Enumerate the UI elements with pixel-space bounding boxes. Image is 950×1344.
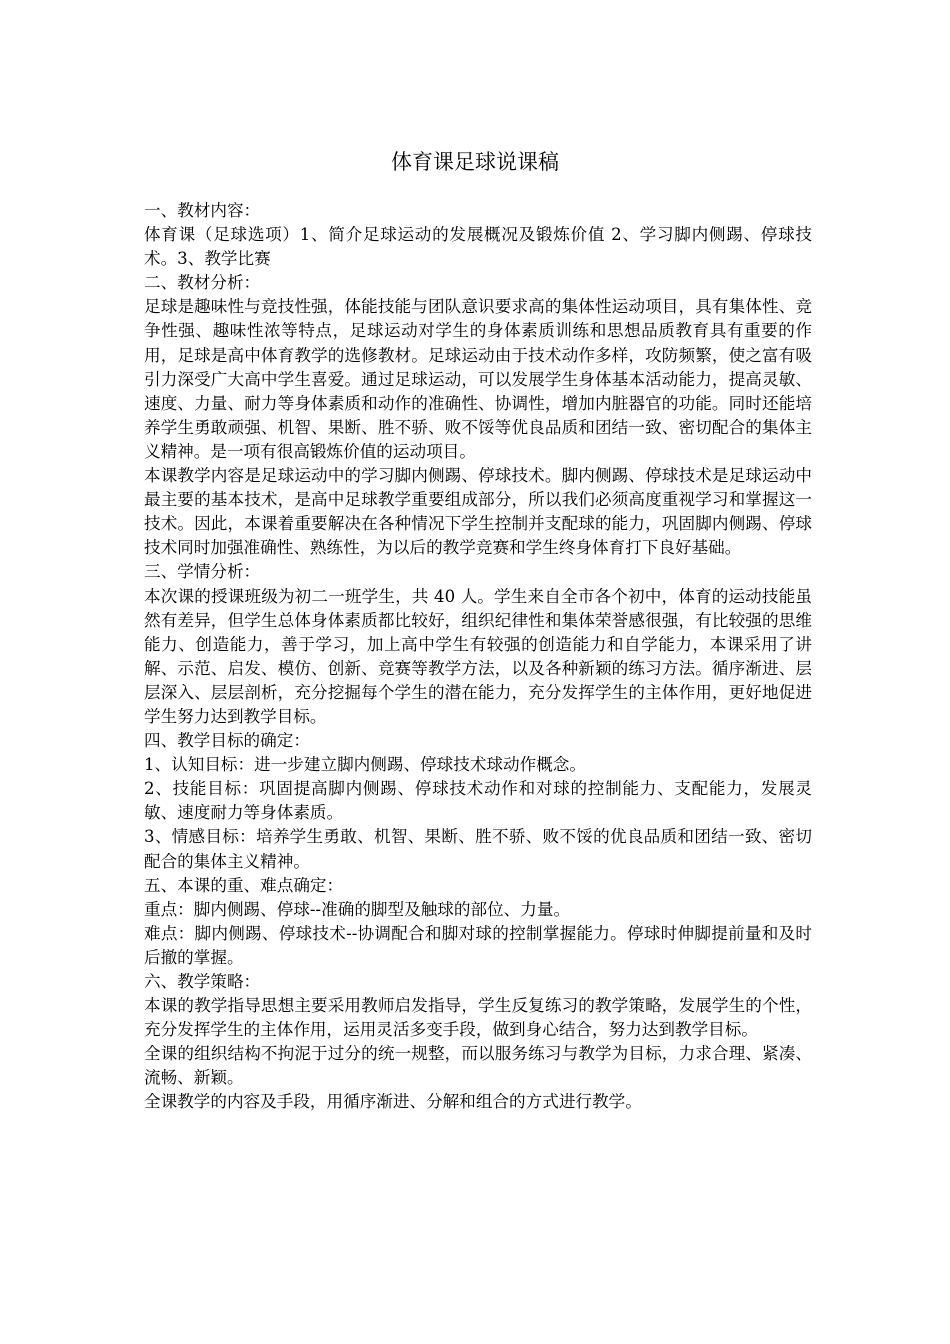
paragraph-analysis-1: 足球是趣味性与竞技性强，体能技能与团队意识要求高的集体性运动项目，具有集体性、竞争性强、趣味性浓等特点，足球运动对学生的身体素质训练和思想品质教育具有重要的作用，足球是高中体育教学的选修教材。足球运动由于技术动作多样，攻防频繁，使之富有吸引力深受广大高中学生喜爱。通过足球运动，可以发展学生身体基本活动能力，提高灵敏、速度、力量、耐力等身体素质和动作的准确性、协调性，增加内脏器官的功能。同时还能培养学生勇敢顽强、机智、果断、胜不骄、败不馁等优良品质和团结一致、密切配合的集体主义精神。是一项有很高锻炼价值的运动项目。 (144, 297, 812, 461)
section-heading-learners: 三、学情分析： (144, 562, 261, 582)
section-heading-strategy: 六、教学策略： (144, 972, 261, 991)
objective-cognitive: 1、认知目标：进一步建立脚内侧踢、停球技术球动作概念。 (144, 755, 586, 775)
objective-affective: 3、情感目标：培养学生勇敢、机智、果断、胜不骄、败不馁的优良品质和团结一致、密切配合的集体主义精神。 (144, 827, 812, 871)
section-heading-objectives: 四、教学目标的确定： (144, 731, 310, 751)
section-heading-materials: 一、教材内容： (144, 201, 261, 220)
section-heading-key-points: 五、本课的重、难点确定： (144, 875, 344, 895)
difficult-point: 难点：脚内侧踢、停球技术--协调配合和脚对球的控制掌握能力。停球时伸脚提前量和及时后撤的掌握。 (144, 923, 812, 967)
paragraph-strategy-2: 全课的组织结构不拘泥于过分的统一规整，而以服务练习与教学为目标，力求合理、紧凑、流畅、新颖。 (144, 1044, 812, 1088)
paragraph-materials: 体育课（足球选项）1、简介足球运动的发展概况及锻炼价值 2、学习脚内侧踢、停球技术。3、教学比赛 (144, 225, 812, 269)
objective-skill: 2、技能目标：巩固提高脚内侧踢、停球技术动作和对球的控制能力、支配能力，发展灵敏、速度耐力等身体素质。 (144, 779, 812, 823)
paragraph-learners: 本次课的授课班级为初二一班学生，共 40 人。学生来自全市各个初中，体育的运动技能虽然有差异，但学生总体身体素质都比较好，组织纪律性和集体荣誉感很强，有比较强的思维能力、创造能力，善于学习，加上高中学生有较强的创造能力和自学能力，本课采用了讲解、示范、启发、模仿、创新、竞赛等教学方法，以及各种新颖的练习方法。循序渐进、层层深入、层层剖析，充分挖掘每个学生的潜在能力，充分发挥学生的主体作用，更好地促进学生努力达到教学目标。 (144, 586, 812, 726)
document-body (144, 199, 812, 1115)
paragraph-strategy-3: 全课教学的内容及手段，用循序渐进、分解和组合的方式进行教学。 (144, 1092, 642, 1112)
section-heading-analysis: 二、教材分析： (144, 273, 261, 293)
paragraph-analysis-2: 本课教学内容是足球运动中的学习脚内侧踢、停球技术。脚内侧踢、停球技术是足球运动中最主要的基本技术，是高中足球教学重要组成部分，所以我们必须高度重视学习和掌握这一技术。因此，本课着重要解决在各种情况下学生控制并支配球的能力，巩固脚内侧踢、停球技术同时加强准确性、熟练性，为以后的教学竞赛和学生终身体育打下良好基础。 (144, 466, 812, 558)
paragraph-strategy-1: 本课的教学指导思想主要采用教师启发指导，学生反复练习的教学策略，发展学生的个性，充分发挥学生的主体作用，运用灵活多变手段，做到身心结合，努力达到教学目标。 (144, 996, 812, 1040)
key-point: 重点：脚内侧踢、停球--准确的脚型及触球的部位、力量。 (144, 899, 571, 919)
document-title: 体育课足球说课稿 (391, 150, 559, 174)
